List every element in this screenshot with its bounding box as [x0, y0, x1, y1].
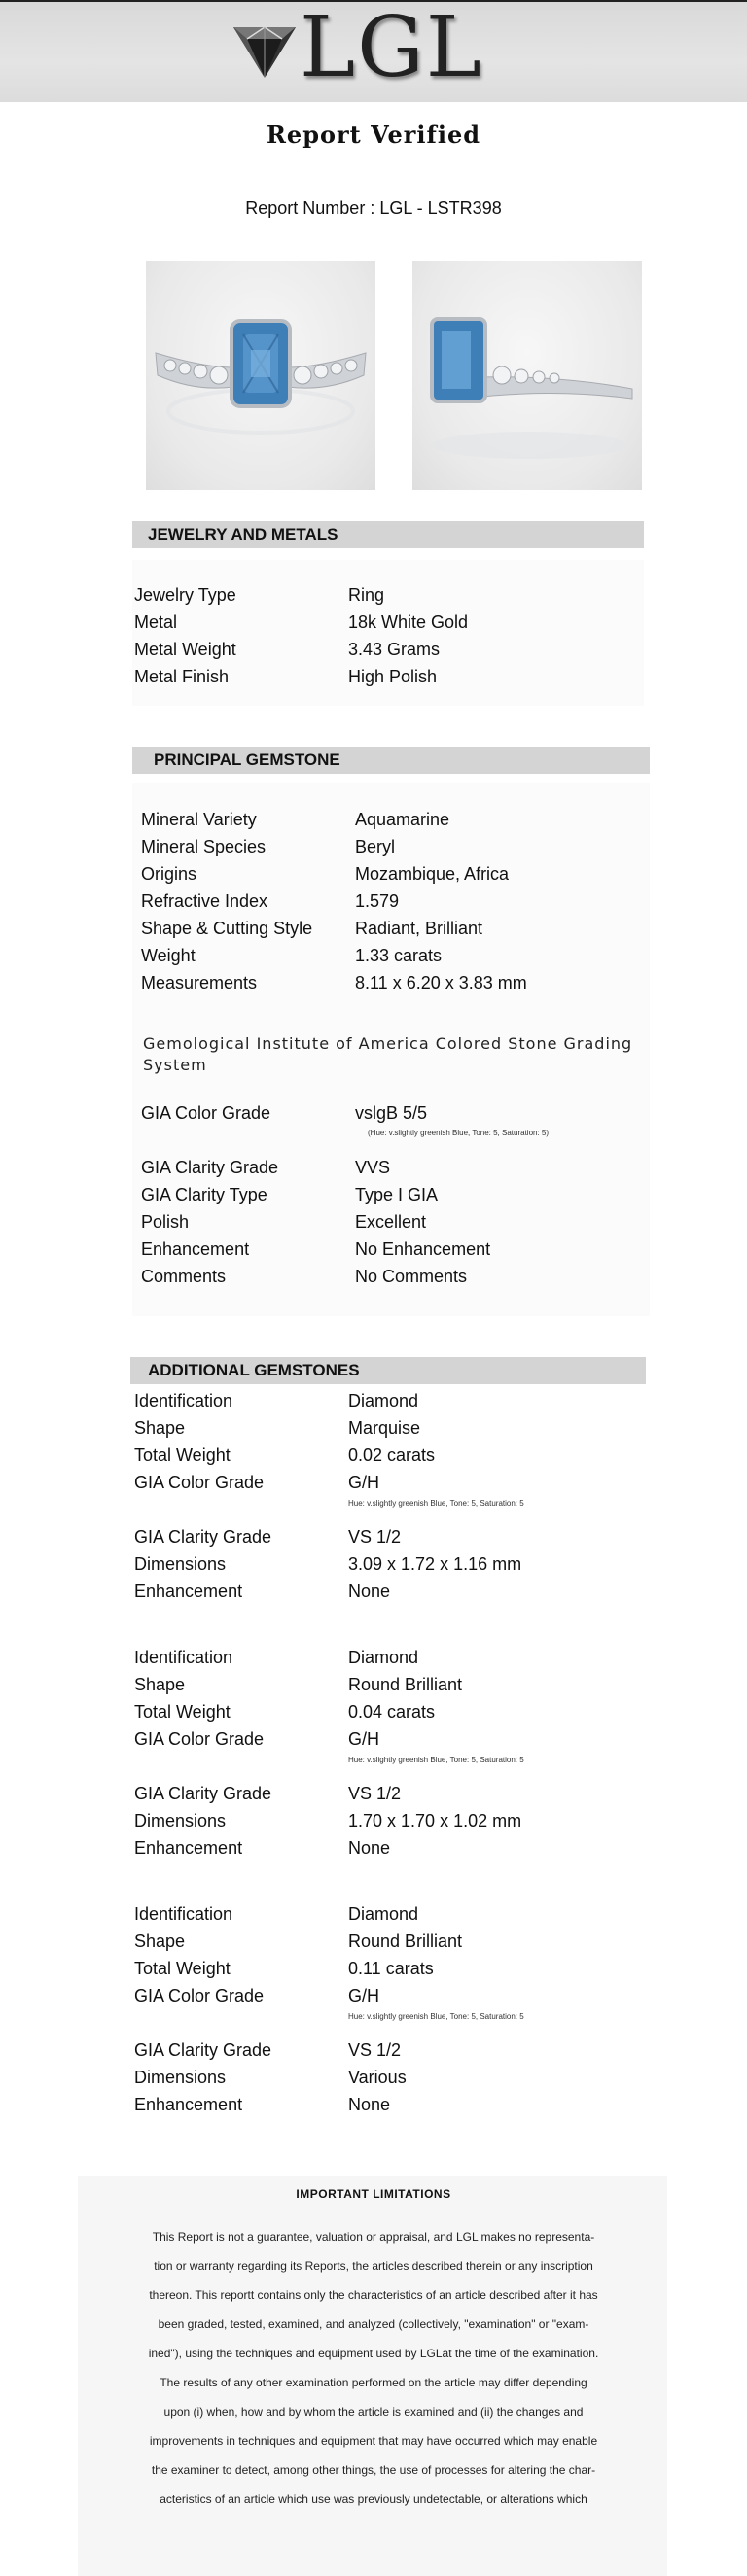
row-label: Shape [134, 1418, 186, 1438]
row-value: None [348, 1582, 391, 1601]
limitations-line: acteristics of an article which use was previously undetectable, or alterations which [160, 2492, 587, 2506]
row-label: Identification [134, 1904, 233, 1924]
row-value: Aquamarine [355, 810, 450, 829]
row-value: Mozambique, Africa [355, 864, 510, 884]
row-value: Diamond [348, 1648, 419, 1667]
row-value: No Enhancement [355, 1239, 491, 1259]
row-label: Shape [134, 1675, 186, 1694]
row-value: VS 1/2 [348, 1527, 402, 1547]
row-value: G/H [348, 1986, 380, 2005]
row-label: GIA Clarity Type [141, 1185, 267, 1204]
row-label: Measurements [141, 973, 258, 992]
row-label: Origins [141, 864, 197, 884]
row-label: Identification [134, 1648, 233, 1667]
report-number: Report Number : LGL - LSTR398 [245, 198, 502, 218]
row-label: Dimensions [134, 2068, 227, 2087]
row-value: Excellent [355, 1212, 427, 1232]
row-value: VS 1/2 [348, 2040, 402, 2060]
row-value: VS 1/2 [348, 1784, 402, 1803]
color-grade-note: (Hue: v.slightly greenish Blue, Tone: 5, Saturation: 5) [368, 1129, 550, 1137]
limitations-line: tion or warranty regarding its Reports, the articles described therein or any inscription [154, 2259, 593, 2273]
limitations-line: been graded, tested, examined, and analyzed (collectively, "examination" or "exam- [158, 2317, 589, 2331]
row-value: G/H [348, 1729, 380, 1749]
ring-photo-front [146, 261, 375, 490]
row-label: Jewelry Type [134, 585, 236, 605]
row-label: Comments [141, 1267, 227, 1286]
row-value: 8.11 x 6.20 x 3.83 mm [355, 973, 527, 992]
gia-system-title-2: System [143, 1056, 207, 1074]
row-value: 1.33 carats [355, 946, 443, 965]
row-label: Dimensions [134, 1811, 227, 1830]
limitations-line: This Report is not a guarantee, valuation or appraisal, and LGL makes no representa- [152, 2230, 595, 2244]
row-label: GIA Color Grade [134, 1473, 265, 1492]
row-label: Metal [134, 612, 178, 632]
row-value: vslgB 5/5 [355, 1103, 428, 1123]
row-label: GIA Clarity Grade [141, 1158, 279, 1177]
row-label: Enhancement [134, 2095, 243, 2114]
row-label: GIA Clarity Grade [134, 1784, 272, 1803]
row-value: 3.43 Grams [348, 640, 441, 659]
row-label: Refractive Index [141, 891, 268, 911]
limitations-line: upon (i) when, how and by whom the article is examined and (ii) the changes and [163, 2405, 584, 2419]
row-label: GIA Color Grade [134, 1729, 265, 1749]
limitations-line: ined"), using the techniques and equipment used by LGLat the time of the examination. [148, 2347, 599, 2360]
row-label: Metal Weight [134, 640, 236, 659]
row-label: Enhancement [134, 1582, 243, 1601]
row-value: Beryl [355, 837, 396, 856]
row-value: No Comments [355, 1267, 468, 1286]
row-label: GIA Color Grade [134, 1986, 265, 2005]
section-heading-principal: PRINCIPAL GEMSTONE [132, 747, 650, 774]
row-value: Marquise [348, 1418, 421, 1438]
row-label: GIA Clarity Grade [134, 1527, 272, 1547]
gia-system-title: Gemological Institute of America Colored Stone Grading [143, 1034, 633, 1053]
row-value: Ring [348, 585, 385, 605]
row-value: Radiant, Brilliant [355, 919, 483, 938]
color-grade-note: Hue: v.slightly greenish Blue, Tone: 5, Saturation: 5 [348, 1756, 524, 1764]
row-value: 1.70 x 1.70 x 1.02 mm [348, 1811, 522, 1830]
row-label: Identification [134, 1391, 233, 1410]
row-value: Diamond [348, 1904, 419, 1924]
color-grade-note: Hue: v.slightly greenish Blue, Tone: 5, Saturation: 5 [348, 2012, 524, 2021]
limitations-line: The results of any other examination performed on the article may differ depending [160, 2376, 587, 2389]
page-title: Report Verified [266, 121, 481, 149]
row-label: Enhancement [134, 1838, 243, 1858]
row-value: 0.02 carats [348, 1445, 436, 1465]
row-label: Dimensions [134, 1554, 227, 1574]
limitations-title: IMPORTANT LIMITATIONS [296, 2187, 451, 2201]
row-value: 0.04 carats [348, 1702, 436, 1722]
limitations-line: improvements in techniques and equipment that may have occurred which may enable [149, 2434, 598, 2448]
row-label: Total Weight [134, 1702, 231, 1722]
row-label: Shape [134, 1932, 186, 1951]
row-value: VVS [355, 1158, 391, 1177]
row-label: Polish [141, 1212, 190, 1232]
limitations-line: the examiner to detect, among other things, the use of processes for altering the char- [151, 2463, 596, 2477]
ring-photo-side [412, 261, 642, 490]
row-value: 0.11 carats [348, 1959, 434, 1978]
row-value: High Polish [348, 667, 438, 686]
row-label: GIA Color Grade [141, 1103, 271, 1123]
row-label: Weight [141, 946, 196, 965]
row-label: Total Weight [134, 1445, 231, 1465]
row-label: Shape & Cutting Style [141, 919, 313, 938]
row-label: Metal Finish [134, 667, 230, 686]
row-value: Various [348, 2068, 407, 2087]
row-label: GIA Clarity Grade [134, 2040, 272, 2060]
row-label: Mineral Variety [141, 810, 257, 829]
row-value: None [348, 2095, 391, 2114]
color-grade-note: Hue: v.slightly greenish Blue, Tone: 5, Saturation: 5 [348, 1499, 524, 1508]
row-label: Mineral Species [141, 837, 267, 856]
row-label: Total Weight [134, 1959, 231, 1978]
limitations-line: thereon. This reportt contains only the characteristics of an article described after it has [149, 2288, 598, 2302]
row-value: 1.579 [355, 891, 400, 911]
row-value: Type I GIA [355, 1185, 439, 1204]
row-value: Round Brilliant [348, 1932, 463, 1951]
row-value: 3.09 x 1.72 x 1.16 mm [348, 1554, 522, 1574]
section-heading-additional: ADDITIONAL GEMSTONES [130, 1357, 646, 1384]
diamond-logo-icon [226, 17, 303, 86]
row-value: G/H [348, 1473, 380, 1492]
row-value: Diamond [348, 1391, 419, 1410]
section-heading-jewelry: JEWELRY AND METALS [132, 521, 644, 548]
logo-text: LGL [300, 0, 483, 96]
row-value: 18k White Gold [348, 612, 469, 632]
row-value: None [348, 1838, 391, 1858]
row-value: Round Brilliant [348, 1675, 463, 1694]
row-label: Enhancement [141, 1239, 250, 1259]
